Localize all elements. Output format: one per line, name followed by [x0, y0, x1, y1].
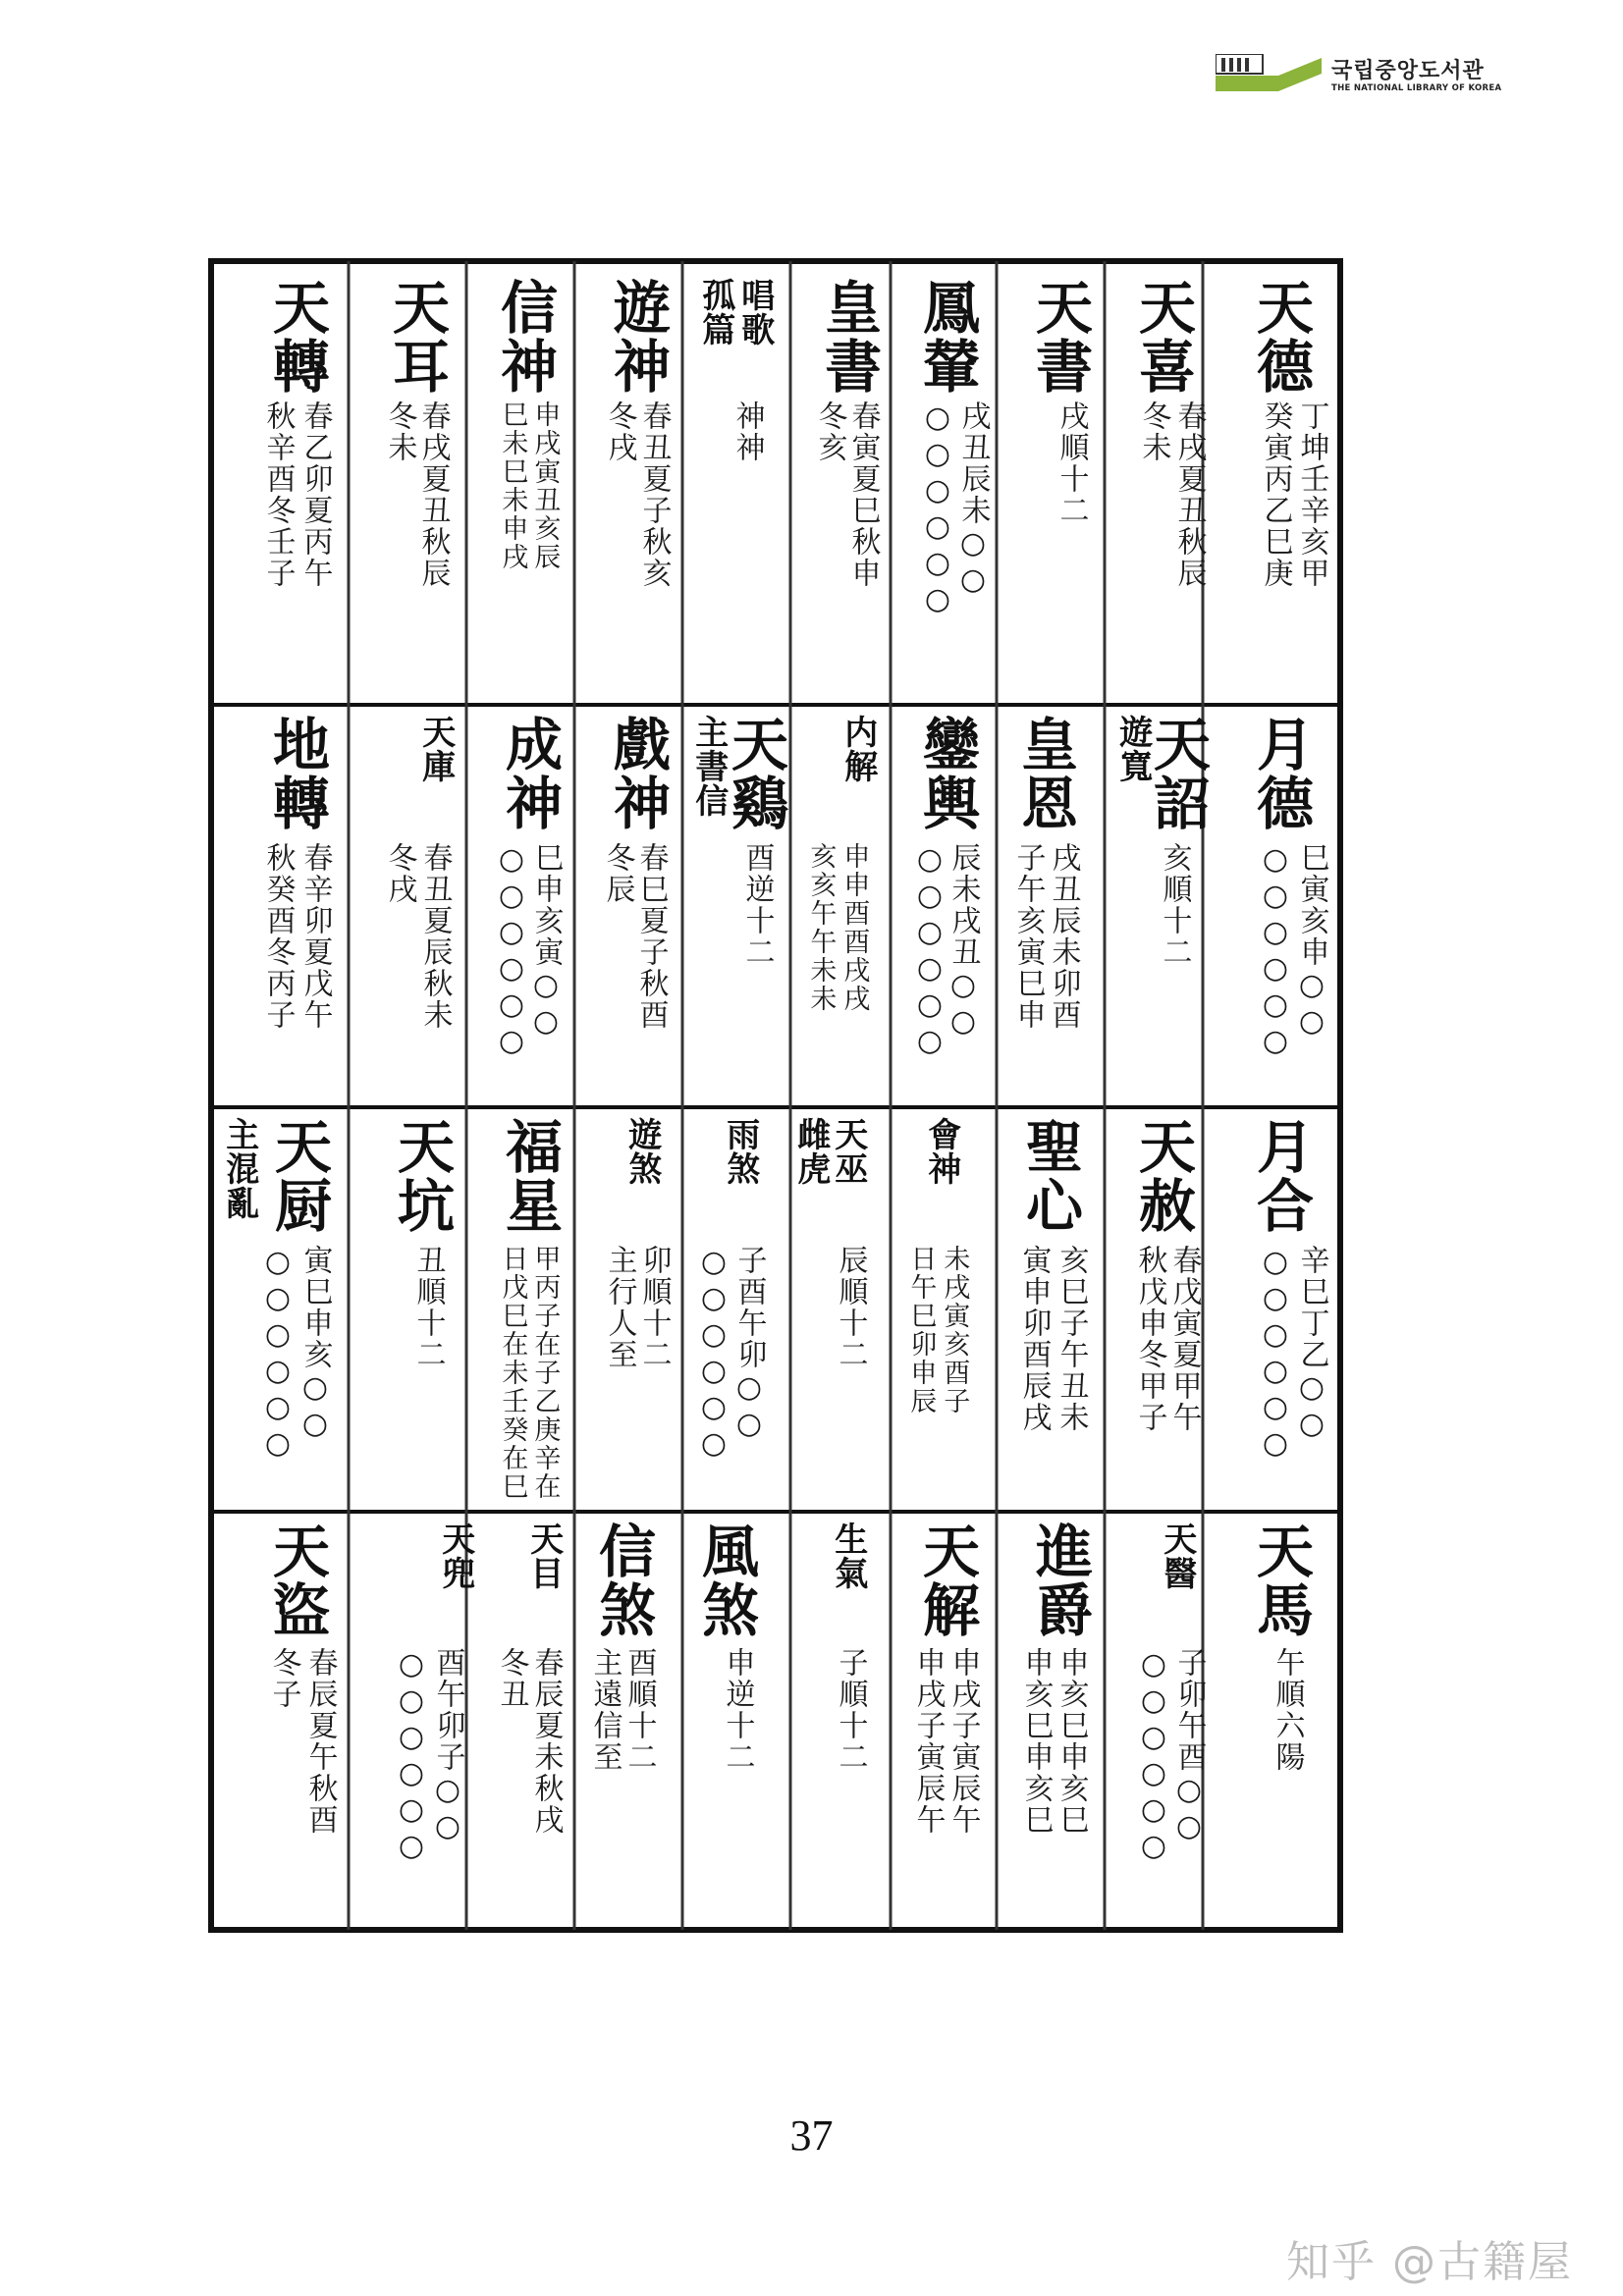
entry-tianyi-line1: 子卯午酉○○ — [1171, 1647, 1207, 1845]
entry-xinshen-head: 信神 — [491, 278, 558, 396]
entry-fuxing-line1: 甲丙子在子乙庚辛在 — [529, 1245, 561, 1501]
entry-shengqi-head: 生氣 — [828, 1522, 868, 1590]
entry-neijie-line2: 亥亥午午未未 — [805, 842, 837, 1013]
entry-tianshu-head: 天書 — [1026, 278, 1093, 396]
entry-huangen-line1: 戌丑辰未卯酉 — [1046, 842, 1081, 1031]
entry-tianzhuan-head: 天轉 — [263, 278, 330, 396]
entry-tianxi-line1: 春戌夏丑秋辰 — [1171, 400, 1207, 589]
entry-huishen-line1: 未戌寅亥酉子 — [939, 1245, 970, 1415]
entry-tianmu-line2: 冬丑 — [494, 1647, 529, 1710]
entry-dizhuan-line2: 秋癸酉冬丙子 — [260, 842, 296, 1031]
entry-tianzhao-line1: 亥順十二 — [1157, 842, 1192, 968]
entry-fengsha-line1: 申逆十二 — [720, 1647, 755, 1773]
entry-yusha-line2: ○○○○○○ — [696, 1245, 731, 1463]
entry-yuehe-line1: 辛巳丁乙○○ — [1294, 1245, 1329, 1443]
entry-dizhuan-line1: 春辛卯夏戊午 — [298, 842, 333, 1031]
entry-tiandao-line1: 春辰夏午秋酉 — [302, 1647, 338, 1836]
entry-yuehe-head: 月合 — [1247, 1117, 1314, 1235]
entry-tianchu-line1: 寅巳申亥○○ — [298, 1245, 333, 1443]
entry-tianxi-head: 天喜 — [1129, 278, 1196, 396]
entry-tianxi-line2: 冬未 — [1136, 400, 1171, 463]
entry-tianku-line1: 春丑夏辰秋未 — [417, 842, 453, 1031]
entry-tianer-head: 天耳 — [383, 278, 450, 396]
entry-shengxin-line1: 亥巳子午丑未 — [1054, 1245, 1089, 1433]
entry-luanyu-line2: ○○○○○○ — [912, 842, 947, 1060]
entry-shengxin-line2: 寅申卯酉辰戌 — [1016, 1245, 1052, 1433]
entry-xishen-line1: 春巳夏子秋酉 — [633, 842, 669, 1031]
entry-luanyu-line1: 辰未戌丑○○ — [946, 842, 981, 1041]
entry-yuede-head: 月德 — [1247, 715, 1314, 832]
entry-tiandao-line2: 冬子 — [266, 1647, 301, 1710]
entry-tiandou-line1: 酉午卯子○○ — [430, 1647, 465, 1845]
entry-tianzhuan-line2: 秋辛酉冬壬子 — [260, 400, 296, 589]
entry-fengsha-head: 風煞 — [692, 1522, 759, 1639]
entry-xinsha-line2: 主遠信至 — [587, 1647, 622, 1773]
entry-tiande-line1: 丁坤壬辛亥甲 — [1294, 400, 1329, 589]
entry-huangen-head: 皇恩 — [1011, 715, 1078, 832]
entry-luanyu-head: 鑾輿 — [913, 715, 980, 832]
entry-tianjie-line1: 申戌子寅辰午 — [946, 1647, 981, 1836]
entry-yuede-line1: 巳寅亥申○○ — [1294, 842, 1329, 1041]
entry-youshen-line1: 春丑夏子秋亥 — [636, 400, 672, 589]
entry-tianshu-line1: 戌順十二 — [1054, 400, 1089, 526]
library-subtitle: THE NATIONAL LIBRARY OF KOREA — [1331, 83, 1502, 93]
entry-fengnian-line1: 戌丑辰未○○ — [955, 400, 991, 599]
entry-tiande-head: 天德 — [1247, 278, 1314, 396]
entry-huishen-line2: 日午巳卯申辰 — [905, 1245, 937, 1415]
entry-zhushuxin: 主書信 — [688, 715, 729, 818]
entry-fengnian-line2: ○○○○○○ — [920, 400, 955, 618]
entry-changge-line2: 神神 — [730, 400, 765, 463]
entry-tianma-line1: 午順六陽 — [1270, 1647, 1305, 1773]
entry-huangshu-head: 皇書 — [815, 278, 882, 396]
entry-tiandou-head: 天兜 — [435, 1522, 475, 1590]
entry-tiande-line2: 癸寅丙乙巳庚 — [1258, 400, 1293, 589]
entry-fuxing-line2: 日戊巳在未壬癸在巳 — [497, 1245, 528, 1501]
entry-tianyi-head: 天醫 — [1157, 1522, 1197, 1590]
entry-tianzhao-head: 天詔 — [1144, 715, 1211, 832]
entry-huangshu-line2: 冬亥 — [812, 400, 847, 463]
entry-tianer-line1: 春戌夏丑秋辰 — [415, 400, 451, 589]
entry-chengshen-line1: 巳申亥寅○○ — [528, 842, 564, 1041]
entry-tianzhuan-line1: 春乙卯夏丙午 — [298, 400, 333, 589]
entry-xinshen-line2: 巳未巳未申戌 — [497, 400, 528, 571]
entry-xishen-head: 戲神 — [604, 715, 671, 832]
entry-tianyi-line2: ○○○○○○ — [1136, 1647, 1171, 1865]
entry-yousha-line1: 卯順十二 — [636, 1245, 672, 1370]
library-logo — [1216, 54, 1500, 101]
entry-fuxing-head: 福星 — [496, 1117, 563, 1235]
entry-jinjue-line2: 申亥巳申亥巳 — [1018, 1647, 1054, 1836]
entry-youkuan-head: 遊寬 — [1112, 715, 1153, 783]
entry-youshen-head: 遊神 — [604, 278, 671, 396]
entry-tianji-line1: 酉逆十二 — [739, 842, 775, 968]
entry-tianjie-head: 天解 — [913, 1522, 980, 1639]
entry-shengxin-head: 聖心 — [1016, 1117, 1083, 1235]
entry-tianchu-head: 天厨 — [265, 1117, 332, 1235]
entry-tianji-head: 天鷄 — [722, 715, 788, 832]
page-number: 37 — [789, 2111, 834, 2160]
entry-tianjie-line2: 申戌子寅辰午 — [910, 1647, 946, 1836]
entry-chengshen-line2: ○○○○○○ — [494, 842, 529, 1060]
entry-yuehe-line2: ○○○○○○ — [1258, 1245, 1293, 1463]
entry-fengnian-head: 鳳輦 — [913, 278, 980, 396]
entry-tianer-line2: 冬未 — [382, 400, 417, 463]
entry-tianmu-head: 天目 — [523, 1522, 564, 1590]
entry-tianshe-line1: 春戊寅夏甲午 — [1166, 1245, 1202, 1433]
entry-yuede-line2: ○○○○○○ — [1258, 842, 1293, 1060]
entry-tiandou-line2: ○○○○○○ — [394, 1647, 429, 1865]
entry-tianshe-head: 天赦 — [1129, 1117, 1196, 1235]
entry-tianmu-line1: 春辰夏未秋戌 — [528, 1647, 564, 1836]
library-logo-mark — [1216, 54, 1322, 93]
entry-changge-line1: 孤篇 — [695, 278, 735, 347]
entry-xinshen-line1: 申戌寅丑亥辰 — [529, 400, 561, 571]
entry-jinjue-head: 進爵 — [1026, 1522, 1093, 1639]
entry-tianshe-line2: 秋戊申冬甲子 — [1132, 1245, 1167, 1433]
watermark: 知乎 @古籍屋 — [1286, 2237, 1573, 2287]
entry-jinjue-line1: 申亥巳申亥巳 — [1054, 1647, 1089, 1836]
entry-huangen-line2: 子午亥寅巳申 — [1010, 842, 1046, 1031]
entry-yusha-line1: 子酉午卯○○ — [731, 1245, 767, 1443]
entry-changge-head: 唱歌 — [734, 278, 775, 347]
entry-xishen-line2: 冬辰 — [600, 842, 635, 905]
entry-tianku-head: 天庫 — [415, 715, 456, 783]
entry-chengshen-head: 成神 — [496, 715, 563, 832]
library-title: 국립중앙도서관 — [1331, 59, 1485, 83]
entry-huishen-head: 會神 — [921, 1117, 961, 1186]
entry-tianchu-line2: ○○○○○○ — [260, 1245, 296, 1463]
entry-neijie-line1: 申申酉酉戌戌 — [839, 842, 870, 1013]
entry-yousha-head: 遊煞 — [622, 1117, 662, 1186]
entry-tiandao-head: 天盜 — [263, 1522, 330, 1639]
entry-tianma-head: 天馬 — [1247, 1522, 1314, 1639]
entry-shengqi-line1: 子順十二 — [833, 1647, 868, 1773]
note-zhuhunluan: 主混亂 — [219, 1117, 259, 1220]
entry-tianku-line2: 冬戌 — [382, 842, 417, 905]
entry-tianwu-head: 天巫 — [828, 1117, 868, 1186]
entry-dizhuan-head: 地轉 — [263, 715, 330, 832]
entry-yousha-line2: 主行人至 — [602, 1245, 637, 1370]
manuscript-scan — [191, 253, 1365, 1942]
entry-cihu-head: 雌虎 — [790, 1117, 831, 1186]
entry-tianwu-line1: 辰順十二 — [833, 1245, 868, 1370]
entry-tiankeng-head: 天坑 — [388, 1117, 455, 1235]
entry-huangshu-line1: 春寅夏巳秋申 — [845, 400, 881, 589]
entry-neijie-head: 内解 — [838, 715, 878, 783]
entry-tiankeng-line1: 丑順十二 — [410, 1245, 446, 1370]
entry-xinsha-head: 信煞 — [589, 1522, 656, 1639]
entry-xinsha-line1: 酉順十二 — [622, 1647, 657, 1773]
entry-youshen-line2: 冬戌 — [602, 400, 637, 463]
entry-yusha-head: 雨煞 — [720, 1117, 760, 1186]
